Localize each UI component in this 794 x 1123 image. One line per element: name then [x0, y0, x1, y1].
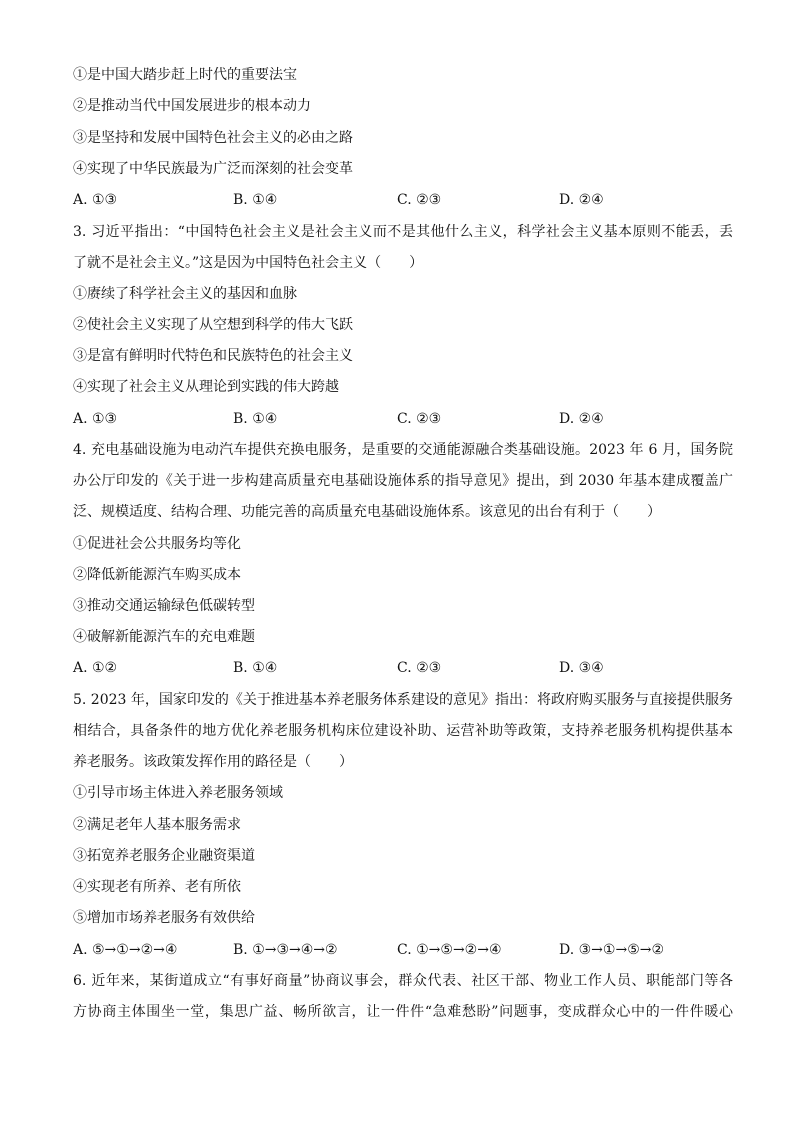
- q3-option-c: C. ②③: [397, 411, 442, 427]
- q3-option-d: D. ②④: [559, 411, 604, 427]
- q5-option-b: B. ①→③→④→②: [233, 942, 338, 958]
- q2-statement-2: ②是推动当代中国发展进步的根本动力: [73, 98, 311, 114]
- q2-option-b: B. ①④: [233, 192, 278, 208]
- q2-option-d: D. ②④: [559, 192, 604, 208]
- q3-statement-2: ②使社会主义实现了从空想到科学的伟大飞跃: [73, 317, 353, 333]
- q5-statement-1: ①引导市场主体进入养老服务领域: [73, 785, 283, 801]
- q4-option-a: A. ①②: [73, 660, 118, 676]
- q4-statement-4: ④破解新能源汽车的充电难题: [73, 629, 255, 645]
- q2-statement-3: ③是坚持和发展中国特色社会主义的必由之路: [73, 130, 353, 146]
- q4-options: [73, 658, 733, 678]
- q5-stem-line-2: 相结合，具备条件的地方优化养老服务机构床位建设补助、运营补助等政策，支持养老服务机构提供基本: [73, 723, 733, 739]
- q4-stem-line-1: 4. 充电基础设施为电动汽车提供充换电服务，是重要的交通能源融合类基础设施。2023 年 6 月，国务院: [73, 442, 733, 458]
- q5-stem-line-3: 养老服务。该政策发挥作用的路径是（ ）: [73, 754, 353, 770]
- q3-stem-line-1: 3. 习近平指出：“中国特色社会主义是社会主义而不是其他什么主义，科学社会主义基本原则不能丢，丢: [73, 224, 733, 240]
- q4-stem-line-3: 泛、规模适度、结构合理、功能完善的高质量充电基础设施体系。该意见的出台有利于（ ）: [73, 504, 661, 520]
- q3-statement-4: ④实现了社会主义从理论到实践的伟大跨越: [73, 379, 339, 395]
- q3-option-b: B. ①④: [233, 411, 278, 427]
- q4-option-d: D. ③④: [559, 660, 604, 676]
- q4-option-b: B. ①④: [233, 660, 278, 676]
- q2-statement-4: ④实现了中华民族最为广泛而深刻的社会变革: [73, 161, 353, 177]
- q3-statement-1: ①赓续了科学社会主义的基因和血脉: [73, 286, 297, 302]
- q3-option-a: A. ①③: [73, 411, 118, 427]
- q2-statement-1: ①是中国大踏步赶上时代的重要法宝: [73, 67, 297, 83]
- q5-statement-5: ⑤增加市场养老服务有效供给: [73, 910, 255, 926]
- q5-statement-4: ④实现老有所养、老有所依: [73, 879, 241, 895]
- q5-option-c: C. ①→⑤→②→④: [397, 942, 502, 958]
- q2-option-c: C. ②③: [397, 192, 442, 208]
- q5-options: [73, 940, 733, 960]
- q3-stem-line-2: 了就不是社会主义。”这是因为中国特色社会主义（ ）: [73, 255, 424, 271]
- q4-statement-1: ①促进社会公共服务均等化: [73, 536, 241, 552]
- q6-stem-line-2: 方协商主体围坐一堂，集思广益、畅所欲言，让一件件“急难愁盼”问题事，变成群众心中的一件件暖心: [73, 1004, 733, 1020]
- q3-options: [73, 409, 733, 429]
- q4-statement-2: ②降低新能源汽车购买成本: [73, 567, 241, 583]
- q2-options: [73, 190, 733, 210]
- q5-option-d: D. ③→①→⑤→②: [559, 942, 665, 958]
- q3-statement-3: ③是富有鲜明时代特色和民族特色的社会主义: [73, 348, 353, 364]
- q5-statement-3: ③拓宽养老服务企业融资渠道: [73, 848, 255, 864]
- q5-stem-line-1: 5. 2023 年，国家印发的《关于推进基本养老服务体系建设的意见》指出：将政府购买服务与直接提供服务: [73, 692, 733, 708]
- q4-option-c: C. ②③: [397, 660, 442, 676]
- q2-option-a: A. ①③: [73, 192, 118, 208]
- q5-statement-2: ②满足老年人基本服务需求: [73, 817, 241, 833]
- q4-statement-3: ③推动交通运输绿色低碳转型: [73, 598, 255, 614]
- q4-stem-line-2: 办公厅印发的《关于进一步构建高质量充电基础设施体系的指导意见》提出，到 2030 年基本建成覆盖广: [73, 473, 733, 489]
- q5-option-a: A. ⑤→①→②→④: [73, 942, 178, 958]
- q6-stem-line-1: 6. 近年来，某街道成立“有事好商量”协商议事会，群众代表、社区干部、物业工作人员、职能部门等各: [73, 973, 733, 989]
